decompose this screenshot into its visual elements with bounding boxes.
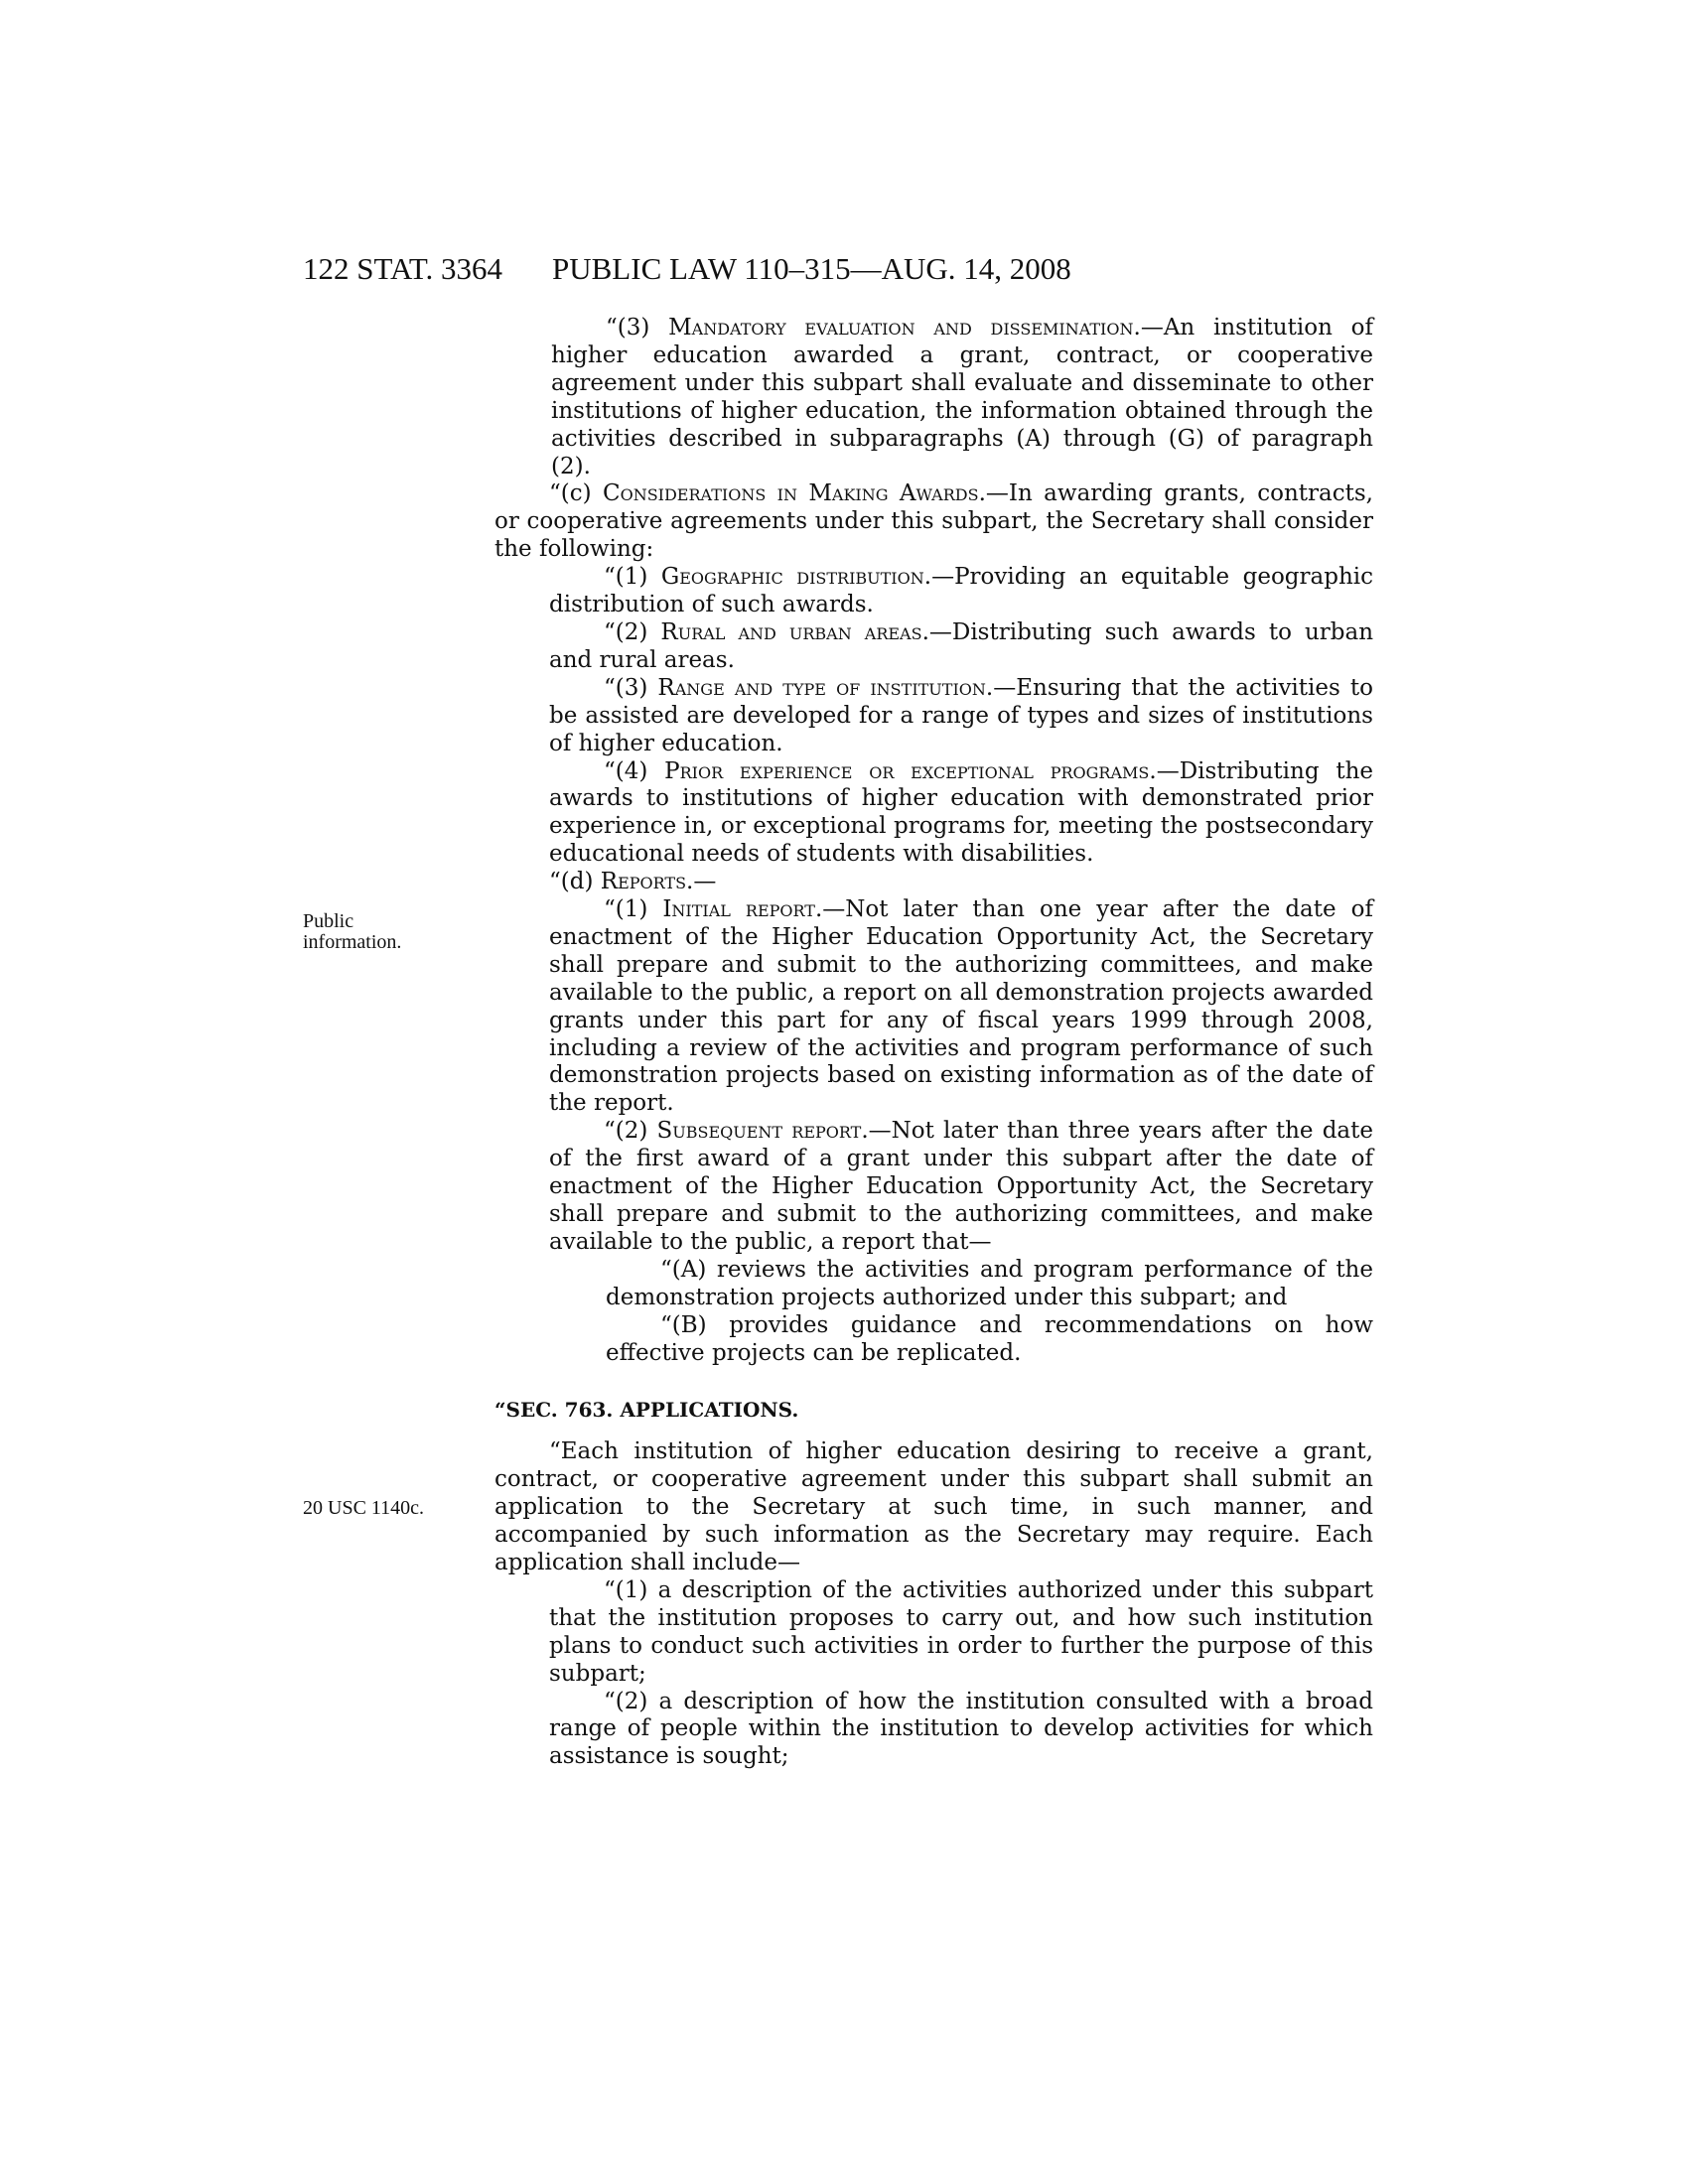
subparagraph-d2b: “(B) provides guidance and recommendations on how effective projects can be replicated. — [606, 1311, 1373, 1366]
paragraph-c3-text: —Ensuring that the activities to be assisted are developed for a range of types and sizes of institutions of higher education. — [549, 674, 1373, 756]
section-763-intro: “Each institution of higher education desiring to receive a grant, contract, or cooperative agreement under this subpart shall submit an application to the Secretary at such time, in such manner, and accompanied by such information as the Secretary may require. Each application shall include— — [494, 1438, 1373, 1575]
subsection-c-open: “(c) — [549, 480, 603, 507]
subparagraph-d2a: “(A) reviews the activities and program performance of the demonstration projects authorized under this subpart; and — [606, 1256, 1373, 1310]
subsection-d-text: — — [693, 869, 717, 895]
margin-note-usc-citation: 20 USC 1140c. — [303, 1497, 425, 1519]
running-header-title: PUBLIC LAW 110–315—AUG. 14, 2008 — [552, 251, 1071, 286]
subsection-d-open: “(d) — [549, 869, 601, 895]
paragraph-b3 — [494, 315, 1373, 480]
paragraph-d2-heading: Subsequent report. — [656, 1118, 869, 1145]
paragraph-c3-open: “(3) — [604, 674, 658, 701]
document-body — [494, 315, 1373, 1771]
paragraph-c4-text: —Distributing the awards to institutions of higher education with demonstrated prior experience in, or exceptional programs for, meeting the postsecondary educational needs of students with disabilities. — [549, 757, 1374, 868]
paragraph-c3-heading: Range and type of institution. — [657, 674, 994, 701]
margin-note-public-information: Public information. — [303, 910, 402, 953]
paragraph-c1-text: —Providing an equitable geographic distribution of such awards. — [549, 564, 1373, 618]
subsection-d-heading: Reports. — [600, 869, 694, 895]
paragraph-c1-heading: Geographic distribution. — [660, 564, 932, 591]
section-763-heading: “SEC. 763. APPLICATIONS. — [494, 1398, 799, 1423]
paragraph-c4-open: “(4) — [604, 757, 665, 784]
paragraph-c4-heading: Prior experience or exceptional programs. — [664, 757, 1157, 784]
paragraph-c1-open: “(1) — [604, 564, 661, 591]
paragraph-d1-heading: Initial report. — [662, 896, 823, 923]
paragraph-d1-text: —Not later than one year after the date of enactment of the Higher Education Opportunity Act, the Secretary shall prepare and submit to the authorizing committees, and make available to the public, a report on all demonstration projects awarded grants under this part for any of fiscal years 1999 through 2008, including a review of the activities and program performance of such demonstration projects based on existing information as of the date of the report. — [549, 896, 1373, 1117]
statute-page-number: 122 STAT. 3364 — [303, 251, 503, 286]
paragraph-c2-open: “(2) — [604, 618, 661, 645]
paragraph-c3 — [494, 675, 1373, 758]
subsection-c-text: —In awarding grants, contracts, or cooperative agreements under this subpart, the Secretary shall consider the following: — [494, 480, 1373, 563]
paragraph-d1 — [494, 896, 1373, 1118]
paragraph-d1-open: “(1) — [604, 896, 663, 923]
section-763-paragraph-1: “(1) a description of the activities authorized under this subpart that the institution proposes to carry out, and how such institution plans to conduct such activities in order to further the purpose of this subpart; — [549, 1576, 1373, 1687]
paragraph-b3-text: —An institution of higher education awarded a grant, contract, or cooperative agreement under this subpart shall evaluate and disseminate to other institutions of higher education, the information obtained through the activities described in subparagraphs (A) through (G) of paragraph (2). — [551, 315, 1374, 479]
paragraph-c2-heading: Rural and urban areas. — [660, 618, 929, 645]
paragraph-c2-text: —Distributing such awards to urban and rural areas. — [549, 618, 1374, 673]
paragraph-d2 — [494, 1118, 1373, 1257]
subsection-d — [494, 869, 1373, 896]
paragraph-b3-open: “(3) — [606, 315, 669, 341]
paragraph-d2-text: —Not later than three years after the date of the first award of a grant under this subpart after the date of enactment of the Higher Education Opportunity Act, the Secretary shall prepare and submit to the authorizing committees, and make available to the public, a report that— — [549, 1118, 1373, 1255]
paragraph-c2 — [494, 619, 1373, 675]
paragraph-c1 — [494, 564, 1373, 619]
paragraph-c4 — [494, 758, 1373, 870]
paragraph-b3-heading: Mandatory evaluation and dissemination. — [668, 315, 1141, 341]
section-763-paragraph-2: “(2) a description of how the institution consulted with a broad range of people within the institution to develop activities for which assistance is sought; — [549, 1688, 1373, 1770]
subsection-c-heading: Considerations in Making Awards. — [602, 480, 986, 507]
paragraph-d2-open: “(2) — [604, 1118, 657, 1145]
subsection-c — [494, 480, 1373, 564]
